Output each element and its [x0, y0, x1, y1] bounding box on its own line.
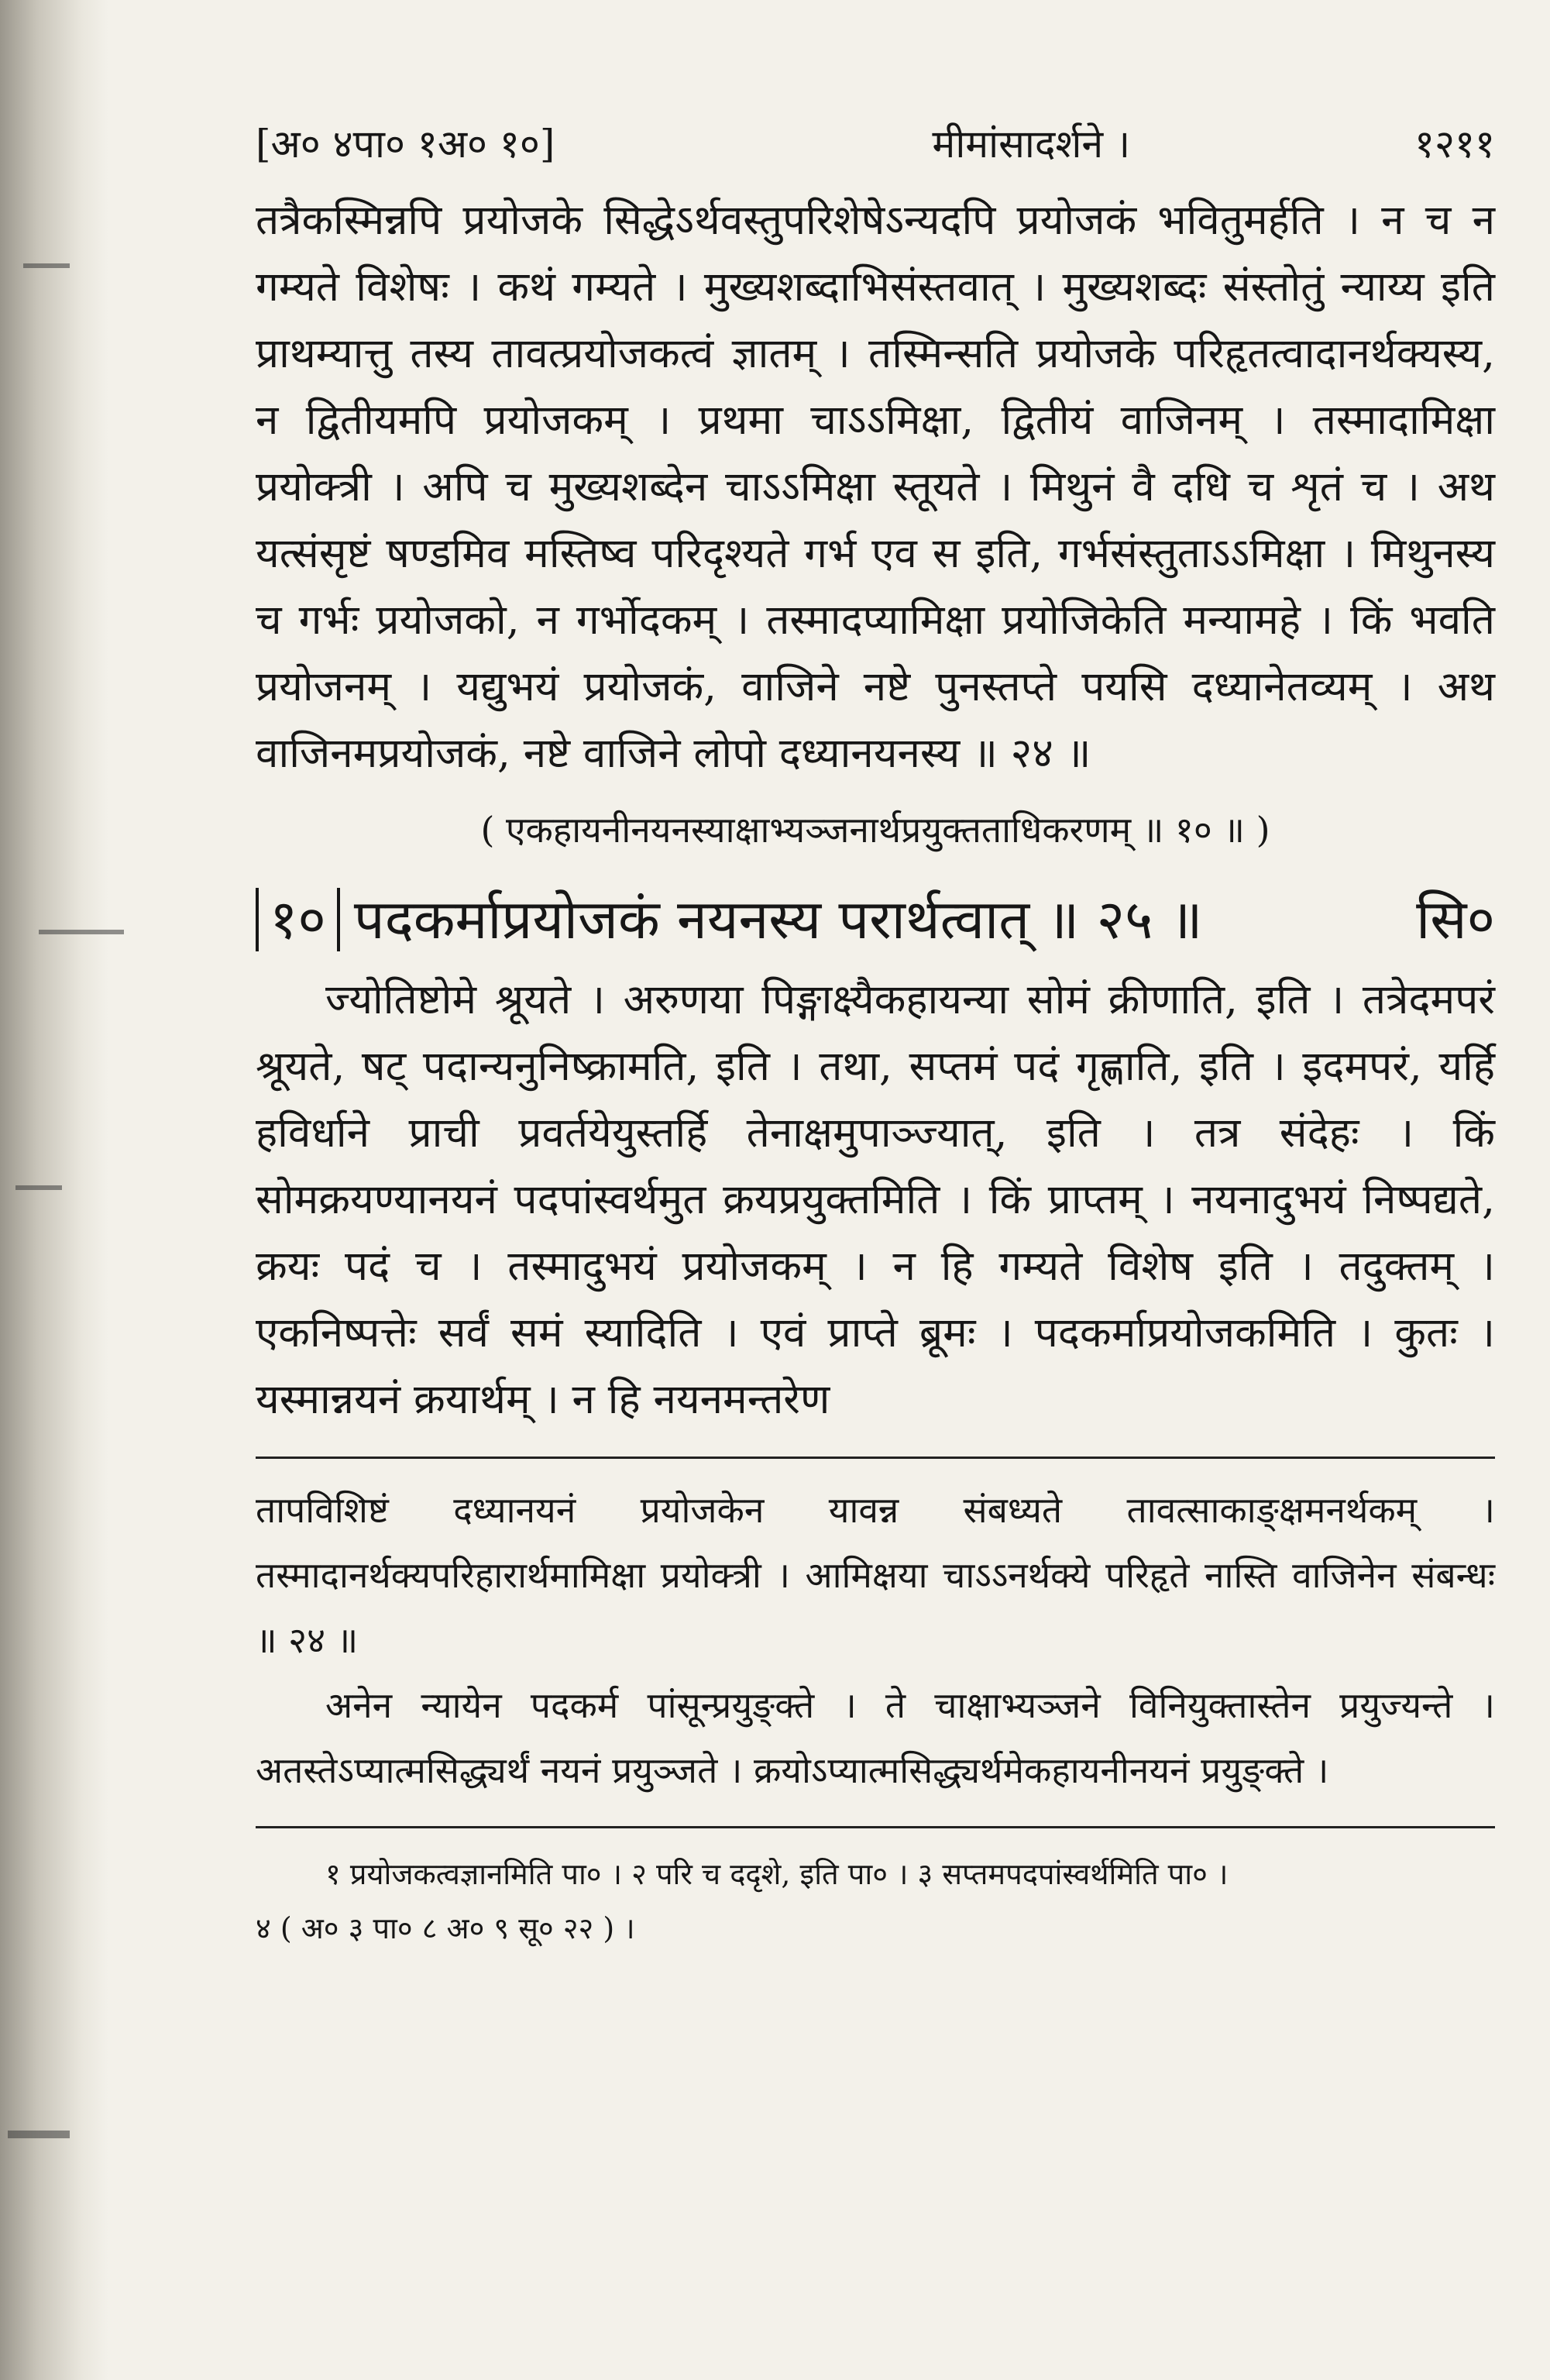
- book-spine-shadow: [0, 0, 108, 2380]
- scan-mark: [39, 930, 124, 934]
- sutra-text: पदकर्माप्रयोजकं नयनस्य परार्थत्वात् ॥ २५ ॥: [353, 888, 1203, 951]
- book-page: [256, 116, 1495, 1955]
- footnote-line: ४ ( अ० ३ पा० ८ अ० ९ सू० २२ ) ।: [256, 1911, 635, 1945]
- running-header: [256, 116, 1495, 169]
- scan-mark: [23, 263, 70, 268]
- header-title: मीमांसादर्शने ।: [932, 122, 1131, 167]
- sutra-tag: सि०: [1416, 888, 1495, 951]
- divider: [256, 1826, 1495, 1828]
- main-text: [256, 187, 1495, 1433]
- gloss-section: [256, 1477, 1495, 1803]
- gloss-paragraph: अनेन न्यायेन पदकर्म पांसून्प्रयुङ्क्ते । ते चाक्षाभ्यञ्जने विनियुक्तास्तेन प्रयुज्यन्ते । अतस्तेऽप्यात्मसिद्ध्यर्थं नयनं प्रयुञ्जते । क्रयोऽप्यात्मसिद्ध्यर्थमेकहायनीनयनं प्रयुङ्क्ते ।: [256, 1684, 1495, 1791]
- sutra-line: [256, 877, 1495, 962]
- gloss-paragraph: तापविशिष्टं दध्यानयनं प्रयोजकेन यावन्न संबध्यते तावत्साकाङ्क्षमनर्थकम् । तस्मादानर्थक्यपरिहारार्थमामिक्षा प्रयोक्त्री । आमिक्षया चाऽऽनर्थक्ये परिहृते नास्ति वाजिनेन संबन्धः ॥ २४ ॥: [256, 1489, 1495, 1661]
- scan-mark: [8, 2131, 70, 2138]
- scan-mark: [15, 1185, 62, 1190]
- sutra-number: १०: [256, 888, 340, 951]
- page-number: १२११: [1414, 122, 1495, 167]
- footnotes: [256, 1847, 1495, 1955]
- divider: [256, 1457, 1495, 1459]
- main-paragraph: तत्रैकस्मिन्नपि प्रयोजके सिद्धेऽर्थवस्तुपरिशेषेऽन्यदपि प्रयोजकं भवितुमर्हति । न च न गम्यते विशेषः । कथं गम्यते । मुख्यशब्दाभिसंस्तवात् । मुख्यशब्दः संस्तोतुं न्याय्य इति प्राथम्यात्तु तस्य तावत्प्रयोजकत्वं ज्ञातम् । तस्मिन्सति प्रयोजके परिहृतत्वादानर्थक्यस्य, न द्वितीयमपि प्रयोजकम् । प्रथमा चाऽऽमिक्षा, द्वितीयं वाजिनम् । तस्मादामिक्षा प्रयोक्त्री । अपि च मुख्यशब्देन चाऽऽमिक्षा स्तूयते । मिथुनं वै दधि च शृतं च । अथ यत्संसृष्टं षण्डमिव मस्तिष्व परिदृश्यते गर्भ एव स इति, गर्भसंस्तुताऽऽमिक्षा । मिथुनस्य च गर्भः प्रयोजको, न गर्भोदकम् । तस्मादप्यामिक्षा प्रयोजिकेति मन्यामहे । किं भवति प्रयोजनम् । यद्युभयं प्रयोजकं, वाजिने नष्टे पुनस्तप्ते पयसि दध्यानेतव्यम् । अथ वाजिनमप्रयोजकं, नष्टे वाजिने लोपो दध्यानयनस्य ॥ २४ ॥: [256, 197, 1495, 777]
- footnote-line: १ प्रयोजकत्वज्ञानमिति पा० । २ परि च ददृशे, इति पा० । ३ सप्तमपदपांस्वर्थमिति पा० ।: [325, 1857, 1229, 1891]
- header-section-ref: [अ० ४पा० १अ० १०]: [256, 122, 555, 167]
- adhikarana-title: ( एकहायनीनयनस्याक्षाभ्यञ्जनार्थप्रयुक्तताधिकरणम् ॥ १० ॥ ): [480, 809, 1270, 851]
- commentary-paragraph: ज्योतिष्टोमे श्रूयते । अरुणया पिङ्गाक्ष्यैकहायन्या सोमं क्रीणाति, इति । तत्रेदमपरं श्रूयते, षट् पदान्यनुनिष्क्रामति, इति । तथा, सप्तमं पदं गृह्णाति, इति । इदमपरं, यर्हि हविर्धाने प्राची प्रवर्तयेयुस्तर्हि तेनाक्षमुपाञ्ज्यात्, इति । तत्र संदेहः । किं सोमक्रयण्यानयनं पदपांस्वर्थमुत क्रयप्रयुक्तमिति । किं प्राप्तम् । नयनादुभयं निष्पद्यते, क्रयः पदं च । तस्मादुभयं प्रयोजकम् । न हि गम्यते विशेष इति । तदुक्तम् । एकनिष्पत्तेः सर्वं समं स्यादिति । एवं प्राप्ते ब्रूमः । पदकर्माप्रयोजकमिति । कुतः । यस्मान्नयनं क्रयार्थम् । न हि नयनमन्तरेण: [256, 976, 1495, 1423]
